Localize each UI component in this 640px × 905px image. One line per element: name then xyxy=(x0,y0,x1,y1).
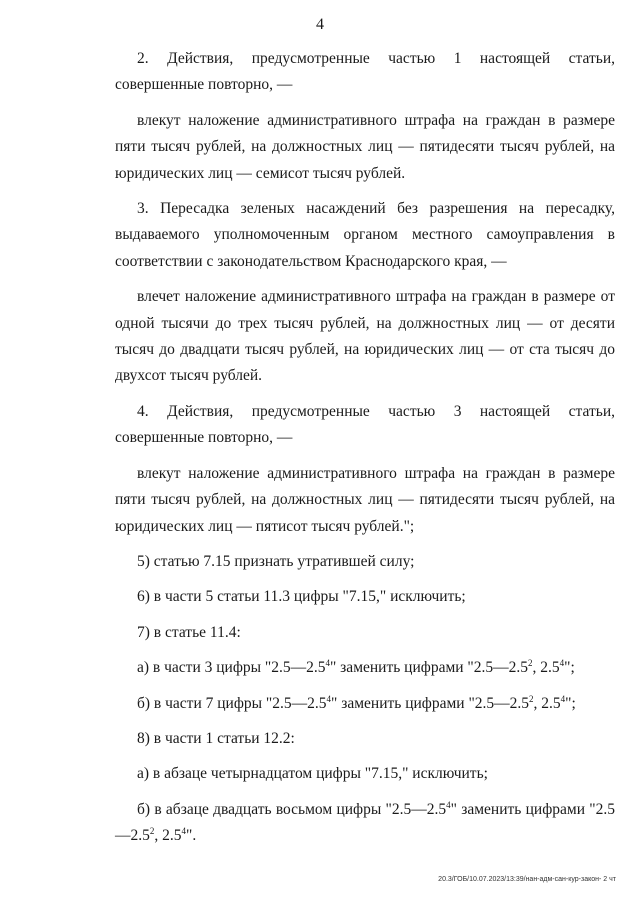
text-segment: , 2.5 xyxy=(533,694,561,712)
superscript: 2 xyxy=(528,658,533,669)
superscript: 4 xyxy=(560,693,566,704)
text-segment: " заменить цифрами "2.5—2.5 xyxy=(115,800,615,845)
text-segment: ". xyxy=(186,827,197,845)
text-segment: " заменить цифрами "2.5—2.5 xyxy=(331,694,530,712)
superscript: 2 xyxy=(529,693,534,704)
superscript: 4 xyxy=(325,658,330,669)
text-segment: , 2.5 xyxy=(532,659,560,677)
superscript: 4 xyxy=(559,658,565,669)
item-8a: а) в абзаце четырнадцатом цифры "7.15," исключить; xyxy=(137,765,488,783)
item-5: 5) статью 7.15 признать утратившей силу; xyxy=(137,552,415,570)
superscript: 4 xyxy=(446,799,451,810)
superscript: 2 xyxy=(149,826,155,837)
item-7a xyxy=(115,655,615,681)
item-7: 7) в статье 11.4: xyxy=(137,623,241,641)
paragraph-2-penalty: влекут наложение административного штрафа на граждан в размере пяти тысяч рублей, на должностных лиц — пятидесяти тысяч рублей, на юридических лиц — семисот тысяч рублей. xyxy=(115,111,615,182)
text-segment: "; xyxy=(564,659,575,677)
paragraph-4-penalty: влекут наложение административного штрафа на граждан в размере пяти тысяч рублей, на должностных лиц — пятидесяти тысяч рублей, на юридических лиц — пятисот тысяч рублей."; xyxy=(115,464,615,535)
text-segment: б) в абзаце двадцать восьмом цифры "2.5—2.5 xyxy=(137,800,447,818)
document-footer-code: 20.3/ГОБ/10.07.2023/13:39/нан-адм-сан-кур-закон- 2 чт xyxy=(438,876,616,883)
text-segment: , 2.5 xyxy=(154,827,182,845)
text-segment: а) в части 3 цифры "2.5—2.5 xyxy=(137,659,326,677)
document-body xyxy=(115,46,615,850)
text-segment: б) в части 7 цифры "2.5—2.5 xyxy=(137,694,327,712)
item-8b xyxy=(115,797,615,850)
item-8: 8) в части 1 статьи 12.2: xyxy=(137,729,295,747)
paragraph-2-part: 2. Действия, предусмотренные частью 1 настоящей статьи, совершенные повторно, — xyxy=(115,50,615,94)
paragraph-3-penalty: влечет наложение административного штрафа на граждан в размере от одной тысячи до трех тысяч рублей, на должностных лиц — от десяти тысяч до двадцати тысяч рублей, на юридических лиц — от ста тысяч до двухсот тысяч рублей. xyxy=(115,288,615,385)
text-segment: " заменить цифрами "2.5—2.5 xyxy=(329,659,529,677)
page-number: 4 xyxy=(316,16,324,33)
item-7b xyxy=(115,691,615,717)
superscript: 4 xyxy=(326,693,331,704)
item-6: 6) в части 5 статьи 11.3 цифры "7.15," исключить; xyxy=(137,588,466,606)
paragraph-3-part: 3. Пересадка зеленых насаждений без разрешения на пересадку, выдаваемого уполномоченным органом местного самоуправления в соответствии с законодательством Краснодарского края, — xyxy=(115,200,615,270)
text-segment: "; xyxy=(565,694,576,712)
paragraph-4-part: 4. Действия, предусмотренные частью 3 настоящей статьи, совершенные повторно, — xyxy=(115,402,615,447)
superscript: 4 xyxy=(181,826,186,837)
